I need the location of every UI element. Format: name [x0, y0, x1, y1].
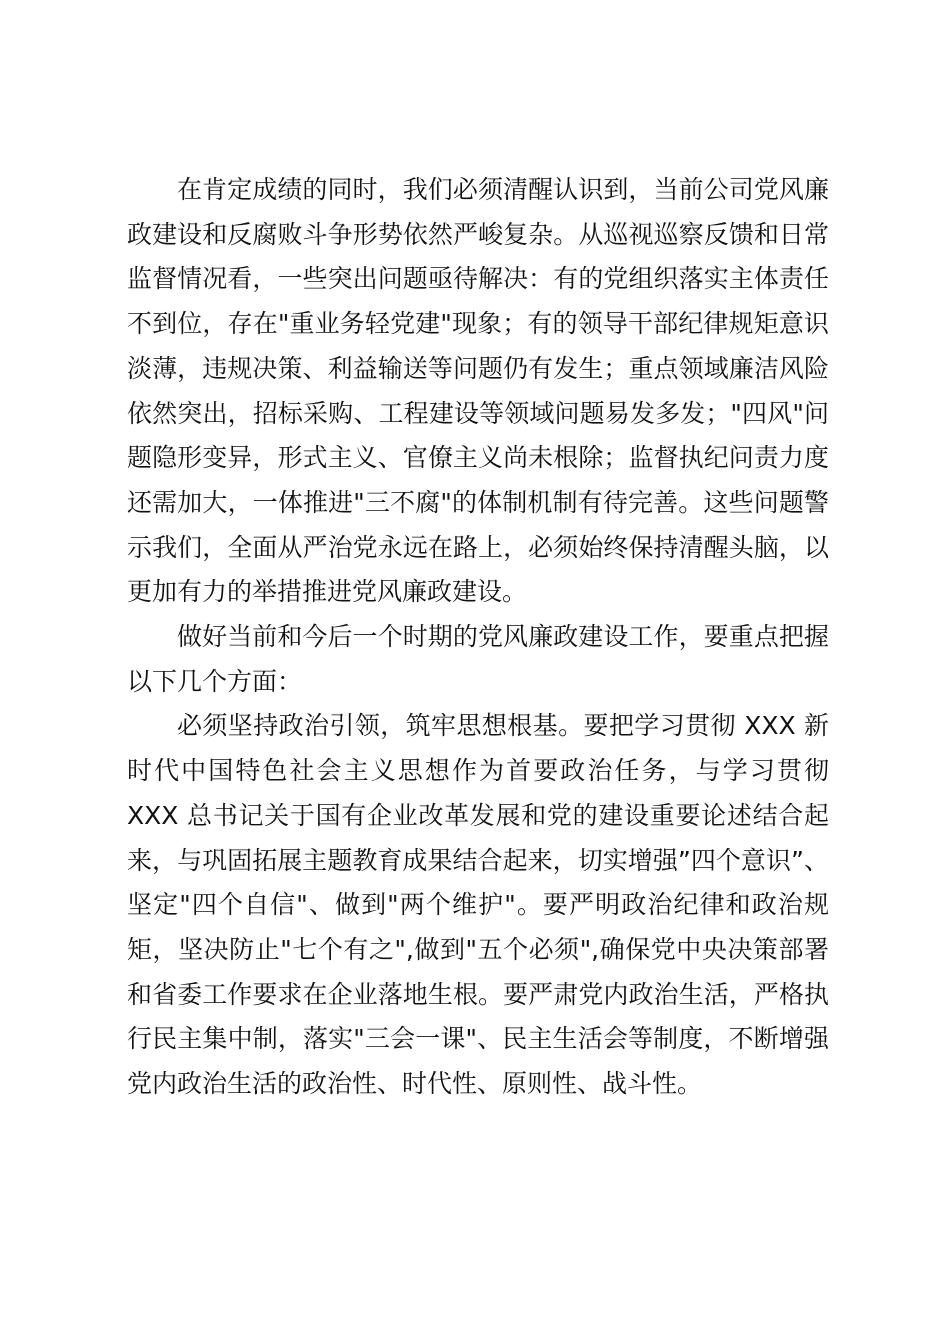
paragraph-situation-assessment: 在肯定成绩的同时，我们必须清醒认识到，当前公司党风廉政建设和反腐败斗争形势依然严峻复杂。从巡视巡察反馈和日常监督情况看，一些突出问题亟待解决：有的党组织落实主体责任不到位，存在"重业务轻党建"现象；有的领导干部纪律规矩意识淡薄，违规决策、利益输送等问题仍有发生；重点领域廉洁风险依然突出，招标采购、工程建设等领域问题易发多发；"四风"问题隐形变异，形式主义、官僚主义尚未根除；监督执纪问责力度还需加大，一体推进"三不腐"的体制机制有待完善。这些问题警示我们，全面从严治党永远在路上，必须始终保持清醒头脑，以更加有力的举措推进党风廉政建设。 — [127, 175, 829, 607]
document-body — [127, 168, 829, 1107]
paragraph-political-leadership: 必须坚持政治引领，筑牢思想根基。要把学习贯彻 XXX 新时代中国特色社会主义思想作为首要政治任务，与学习贯彻 XXX 总书记关于国有企业改革发展和党的建设重要论述结合起来，与巩固拓展主题教育成果结合起来，切实增强”四个意识”、坚定"四个自信"、做到"两个维护"。要严明政治纪律和政治规矩，坚决防止"七个有之",做到"五个必须",确保党中央决策部署和省委工作要求在企业落地生根。要严肃党内政治生活，严格执行民主集中制，落实"三会一课"、民主生活会等制度，不断增强党内政治生活的政治性、时代性、原则性、战斗性。 — [127, 711, 829, 1099]
paragraph-key-aspects-intro: 做好当前和今后一个时期的党风廉政建设工作，要重点把握以下几个方面： — [127, 622, 829, 696]
